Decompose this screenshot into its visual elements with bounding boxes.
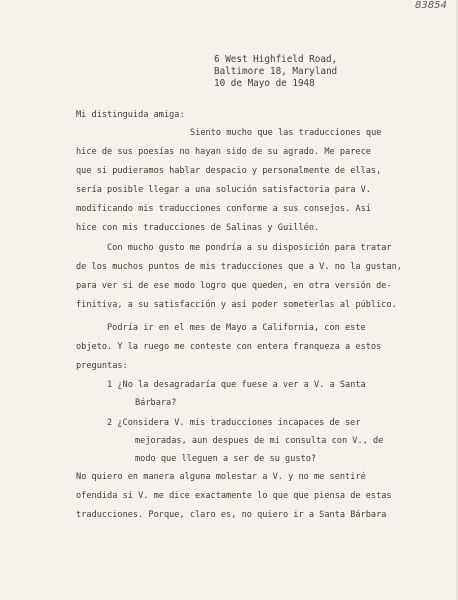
body-line: hice con mis traducciones de Salinas y Guillén. <box>76 223 320 233</box>
address-street: 6 West Highfield Road, <box>214 54 338 65</box>
body-line: sería posible llegar a una solución satisfactoria para V. <box>76 185 371 195</box>
body-line: Con mucho gusto me pondría a su disposición para tratar <box>107 243 392 253</box>
body-line: de los muchos puntos de mis traducciones que a V. no la gustan, <box>76 262 402 272</box>
body-line: para ver si de ese modo logro que queden, en otra versión de- <box>76 281 392 291</box>
archive-number: 83854 <box>415 0 447 11</box>
body-line: preguntas: <box>76 361 128 371</box>
body-line: Podría ir en el mes de Mayo a California, con este <box>107 323 366 333</box>
body-line: traducciones. Porque, claro es, no quiero ir a Santa Bárbara <box>76 510 387 520</box>
body-line: objeto. Y la ruego me conteste con entera franqueza a estos <box>76 342 382 352</box>
letter-date: 10 de Mayo de 1948 <box>214 78 315 89</box>
question-1: 1 ¿No la desagradaría que fuese a ver a V. a Santa <box>107 380 366 390</box>
body-line: finitiva, a su satisfacción y así poder someterlas al público. <box>76 300 397 310</box>
salutation: Mi distinguida amiga: <box>76 110 185 120</box>
body-line: Siento mucho que las traducciones que <box>190 128 382 138</box>
question-2-cont: mejoradas, aun despues de mi consulta con V., de <box>135 436 384 446</box>
body-line: modificando mis traducciones conforme a sus consejos. Así <box>76 204 371 214</box>
body-line: ofendida si V. me dice exactamente lo que que piensa de estas <box>76 491 392 501</box>
question-1-cont: Bárbara? <box>135 398 177 408</box>
question-2-cont: modo que lleguen a ser de su gusto? <box>135 454 317 464</box>
body-line: No quiero en manera alguna molestar a V. y no me sentiré <box>76 472 366 482</box>
address-city: Baltimore 18, Maryland <box>214 66 338 77</box>
body-line: que si pudieramos hablar despacio y personalmente de ellas, <box>76 166 382 176</box>
question-2: 2 ¿Considera V. mis traducciones incapaces de ser <box>107 418 361 428</box>
body-line: hice de sus poesías no hayan sido de su agrado. Me parece <box>76 147 371 157</box>
